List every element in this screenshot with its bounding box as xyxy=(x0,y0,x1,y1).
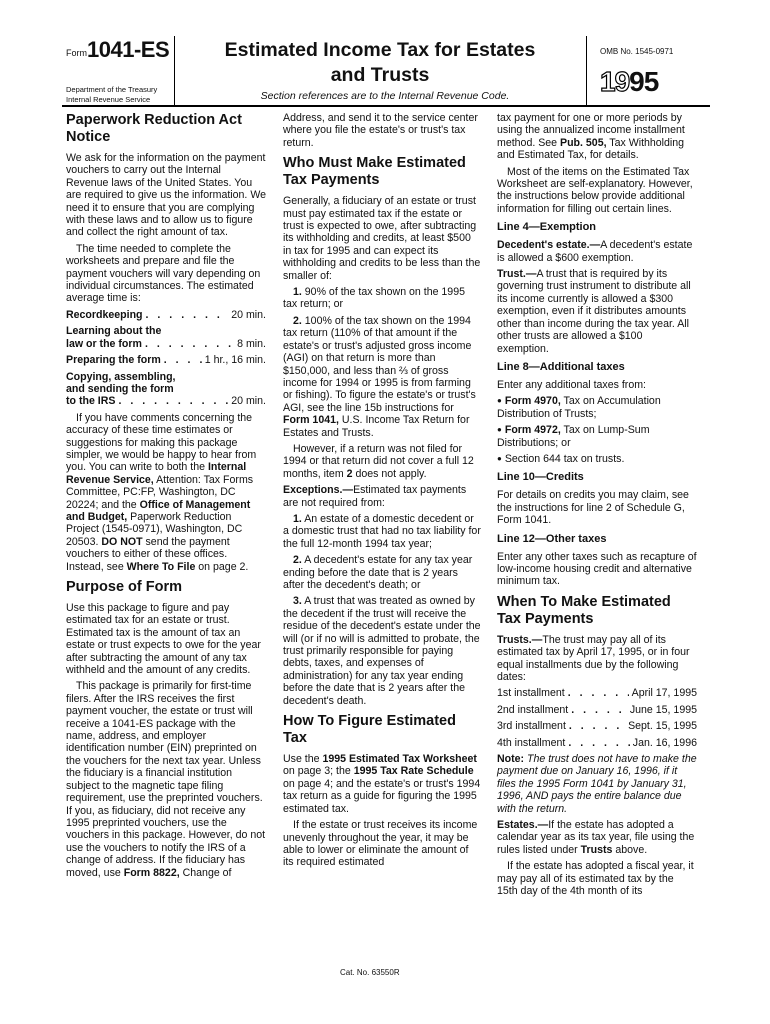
installment-label: 4th installment xyxy=(497,736,566,749)
leader-dots xyxy=(118,395,228,407)
who-item-2: 2. 100% of the tax shown on the 1994 tax return (110% of that amount if the estate's or trust's adjusted gross income (AGI) on that return is more than $150,000, and less than ⅔ of gross income for 1994 or 1995 is from farming or fishing). To figure the estate's or trust's AGI, see the line 15b instructions for Form 1041, U.S. Income Tax Return for Estates and Trusts. xyxy=(283,314,476,439)
time-value: 8 min. xyxy=(237,337,266,350)
title-line-2: and Trusts xyxy=(330,64,430,86)
estates-paragraph: Estates.—If the estate has adopted a calendar year as its tax year, file using the rules listed under Trusts above. xyxy=(497,819,695,856)
year-outline-digits: 19 xyxy=(600,66,630,97)
line-10-text: For details on credits you may claim, see the instructions for line 2 of Schedule G, Form 1041. xyxy=(497,489,689,527)
installment-date: Jan. 16, 1996 xyxy=(632,736,697,749)
time-label: to the IRS xyxy=(66,395,116,408)
time-row-copying xyxy=(66,371,266,408)
form-1041-reference: Form 1041, xyxy=(283,414,339,427)
purpose-heading: Purpose of Form xyxy=(66,579,183,595)
worksheet-note: Most of the items on the Estimated Tax Worksheet are self-explanatory. However, the instructions below provide additional information for filling out certain lines. xyxy=(497,165,693,215)
column-1 xyxy=(66,112,266,883)
worksheet-reference: 1995 Estimated Tax Worksheet xyxy=(322,753,477,766)
line-10-heading: Line 10—Credits xyxy=(497,471,584,484)
exception-item-1: 1. An estate of a domestic decedent or a domestic trust that had no tax liability for the full 12-month 1994 tax year; xyxy=(283,512,481,550)
installment-row-4 xyxy=(497,737,697,749)
time-value: 20 min. xyxy=(231,308,266,321)
irs-line: Internal Revenue Service xyxy=(66,95,151,104)
do-not-emphasis: DO NOT xyxy=(101,535,143,548)
where-to-file-reference: Where To File xyxy=(126,560,196,573)
time-row-preparing xyxy=(66,354,266,366)
form-label: Form xyxy=(66,48,87,58)
how-to-figure-heading: How To Figure Estimated Tax xyxy=(283,713,456,747)
installment-date: Sept. 15, 1995 xyxy=(628,720,697,733)
leader-dots xyxy=(146,309,229,321)
omb-number: OMB No. 1545-0971 xyxy=(600,47,674,56)
note-paragraph: Note: The trust does not have to make the payment due on January 16, 1996, if it files the 1995 Form 1041 by January 31, 1996, AND pays the entire balance due with the return. xyxy=(497,753,697,815)
form-8822-reference: Form 8822, xyxy=(123,866,180,879)
year-solid-digits: 95 xyxy=(629,66,659,97)
installment-date: April 17, 1995 xyxy=(631,687,697,700)
time-label: law or the form xyxy=(66,337,142,350)
column-2 xyxy=(283,112,481,873)
annualized-continuation: tax payment for one or more periods by using the annualized income installment method. See Pub. 505, Tax Withholding and Estimated Tax, for details. xyxy=(497,112,685,162)
leader-dots xyxy=(568,687,629,699)
who-item-1: 1. 90% of the tax shown on the 1995 tax return; or xyxy=(283,286,465,311)
leader-dots xyxy=(568,737,629,749)
bullet-section-644: ● Section 644 tax on trusts. xyxy=(497,453,697,465)
irs-name: Internal Revenue Service, xyxy=(66,461,247,486)
title-line-1: Estimated Income Tax for Estates xyxy=(224,39,536,61)
time-value: 1 hr., 16 min. xyxy=(204,354,266,367)
leader-dots xyxy=(164,354,202,366)
pra-paragraph-1: We ask for the information on the payment vouchers to carry out the Internal Revenue laws of the United States. You are required to give us the information. We need it to ensure that you are complying with these laws and to allow us to figure and collect the right amount of tax. xyxy=(66,152,267,239)
installment-label: 1st installment xyxy=(497,687,565,700)
when-to-pay-heading: When To Make Estimated Tax Payments xyxy=(497,593,671,627)
leader-dots xyxy=(145,338,234,350)
time-label: Learning about the xyxy=(66,325,162,338)
who-exception-note: However, if a return was not filed for 1994 or that return did not cover a full 12 months, item 2 does not apply. xyxy=(283,442,474,480)
header-divider-left xyxy=(174,36,175,106)
installment-label: 2nd installment xyxy=(497,703,569,716)
how-to-figure-paragraph-2: If the estate or trust receives its income unevenly throughout the year, it may be able to lower or eliminate the amount of its required estimated xyxy=(283,819,478,869)
time-value: 20 min. xyxy=(231,395,266,408)
header-divider-right xyxy=(586,36,587,106)
fiscal-year-paragraph: If the estate has adopted a fiscal year, it may pay all of its estimated tax by the 15th day of the 4th month of its xyxy=(497,860,694,898)
installment-row-2 xyxy=(497,704,697,716)
department-line: Department of the Treasury xyxy=(66,85,158,94)
agency-name xyxy=(66,85,157,105)
form-number: 1041-ES xyxy=(87,37,170,62)
bullet-form-4972: ● Form 4972, Tax on Lump-Sum Distributions; or xyxy=(497,424,697,449)
installment-label: 3rd installment xyxy=(497,720,566,733)
line-12-text: Enter any other taxes such as recapture of low-income housing credit and alternative minimum tax. xyxy=(497,550,697,588)
column-3 xyxy=(497,112,697,902)
form-subtitle: Section references are to the Internal Revenue Code. xyxy=(260,90,510,102)
form-title xyxy=(190,38,570,88)
exception-item-3: 3. A trust that was treated as owned by the decedent if the trust will receive the residue of the decedent's estate under the will (or if no will is admitted to probate, the trust primarily responsible for paying debts, taxes, and expenses of administration) for any tax year ending before the date that is 2 years after the decedent's death. xyxy=(283,595,481,707)
comments-paragraph: If you have comments concerning the accuracy of these time estimates or suggestions for making this package simpler, we would be happy to hear from you. You can write to both the Internal Revenue Service, Attention: Tax Forms Committee, PC:FP, Washington, DC 20224; and the Office of Management and Budget, Paperwork Reduction Project (1545-0971), Washington, DC 20503. DO NOT send the payment vouchers to either of these offices. Instead, see Where To File on page 2. xyxy=(66,411,257,573)
time-row-learning xyxy=(66,325,266,350)
tax-year xyxy=(600,66,658,98)
who-must-heading: Who Must Make Estimated Tax Payments xyxy=(283,155,466,189)
pra-heading: Paperwork Reduction Act Notice xyxy=(66,112,242,145)
installment-row-1 xyxy=(497,687,697,699)
exception-item-2: 2. A decedent's estate for any tax year ending before the date that is 2 years after the decedent's death; or xyxy=(283,554,473,591)
leader-dots xyxy=(571,704,627,716)
catalog-number: Cat. No. 63550R xyxy=(340,968,400,977)
installment-date: June 15, 1995 xyxy=(629,703,697,716)
line-12-heading: Line 12—Other taxes xyxy=(497,532,607,545)
time-label: Copying, assembling, xyxy=(66,370,176,383)
pub-505-reference: Pub. 505, xyxy=(560,136,607,149)
how-to-figure-paragraph-1: Use the 1995 Estimated Tax Worksheet on page 3; the 1995 Tax Rate Schedule on page 4; and the estate's or trust's 1994 tax return as a guide for figuring the 1995 estimated tax. xyxy=(283,753,481,815)
bullet-form-4970: ● Form 4970, Tax on Accumulation Distribution of Trusts; xyxy=(497,395,697,420)
line-8-heading: Line 8—Additional taxes xyxy=(497,360,625,373)
decedent-estate-paragraph: Decedent's estate.—A decedent's estate is allowed a $600 exemption. xyxy=(497,239,693,264)
time-label: Recordkeeping xyxy=(66,308,143,321)
installment-row-3 xyxy=(497,720,697,732)
note-label: Note: xyxy=(497,753,525,766)
time-label: Preparing the form xyxy=(66,354,161,367)
time-row-recordkeeping xyxy=(66,309,266,321)
exceptions-label: Exceptions.— xyxy=(283,484,354,497)
time-label: and sending the form xyxy=(66,382,174,395)
purpose-paragraph-1: Use this package to figure and pay estimated tax for an estate or trust. Estimated tax is the amount of tax an estate or trust expects to owe for the year after subtracting the amount of any tax withheld and the amount of any credits. xyxy=(66,602,261,677)
omb-name: Office of Management and Budget, xyxy=(66,498,251,523)
header-rule xyxy=(62,105,710,107)
who-must-paragraph: Generally, a fiduciary of an estate or trust must pay estimated tax if the estate or trust is expected to owe, after subtracting its withholding and credits, at least $500 in tax for 1995 and can expect its withholding and credits to be less than the smaller of: xyxy=(283,195,481,282)
purpose-paragraph-2: This package is primarily for first-time filers. After the IRS receives the first payment voucher, the estate or trust will receive a 1041-ES package with the name, address, and employer identification number (EIN) preprinted on the vouchers for the next tax year. Unless the fiduciary is a financial institution subject to the magnetic tape filing requirement, use the preprinted vouchers. If you, as fiduciary, did not receive any 1995 preprinted vouchers, use the vouchers in this package. However, do not use the vouchers to notify the IRS of a change of address. If the fiduciary has moved, use Form 8822, Change of xyxy=(66,680,266,879)
line-8-intro: Enter any additional taxes from: xyxy=(497,378,646,391)
leader-dots xyxy=(569,720,625,732)
trust-paragraph: Trust.—A trust that is required by its governing trust instrument to distribute all its income currently is allowed a $300 exemption, even if it distributes amounts other than income during the tax year. All other trusts are allowed a $100 exemption. xyxy=(497,268,691,355)
line-4-heading: Line 4—Exemption xyxy=(497,221,597,234)
exceptions-paragraph: Exceptions.—Estimated tax payments are not required from: xyxy=(283,484,467,509)
pra-paragraph-2: The time needed to complete the worksheets and prepare and file the payment vouchers will vary depending on individual circumstances. The estimated average time is: xyxy=(66,242,261,305)
rate-schedule-reference: 1995 Tax Rate Schedule xyxy=(353,765,474,778)
address-continuation: Address, and send it to the service center where you file the estate's or trust's tax return. xyxy=(283,112,478,149)
trusts-paragraph: Trusts.—The trust may pay all of its estimated tax by April 17, 1995, or in four equal installments due by the following dates: xyxy=(497,633,690,683)
